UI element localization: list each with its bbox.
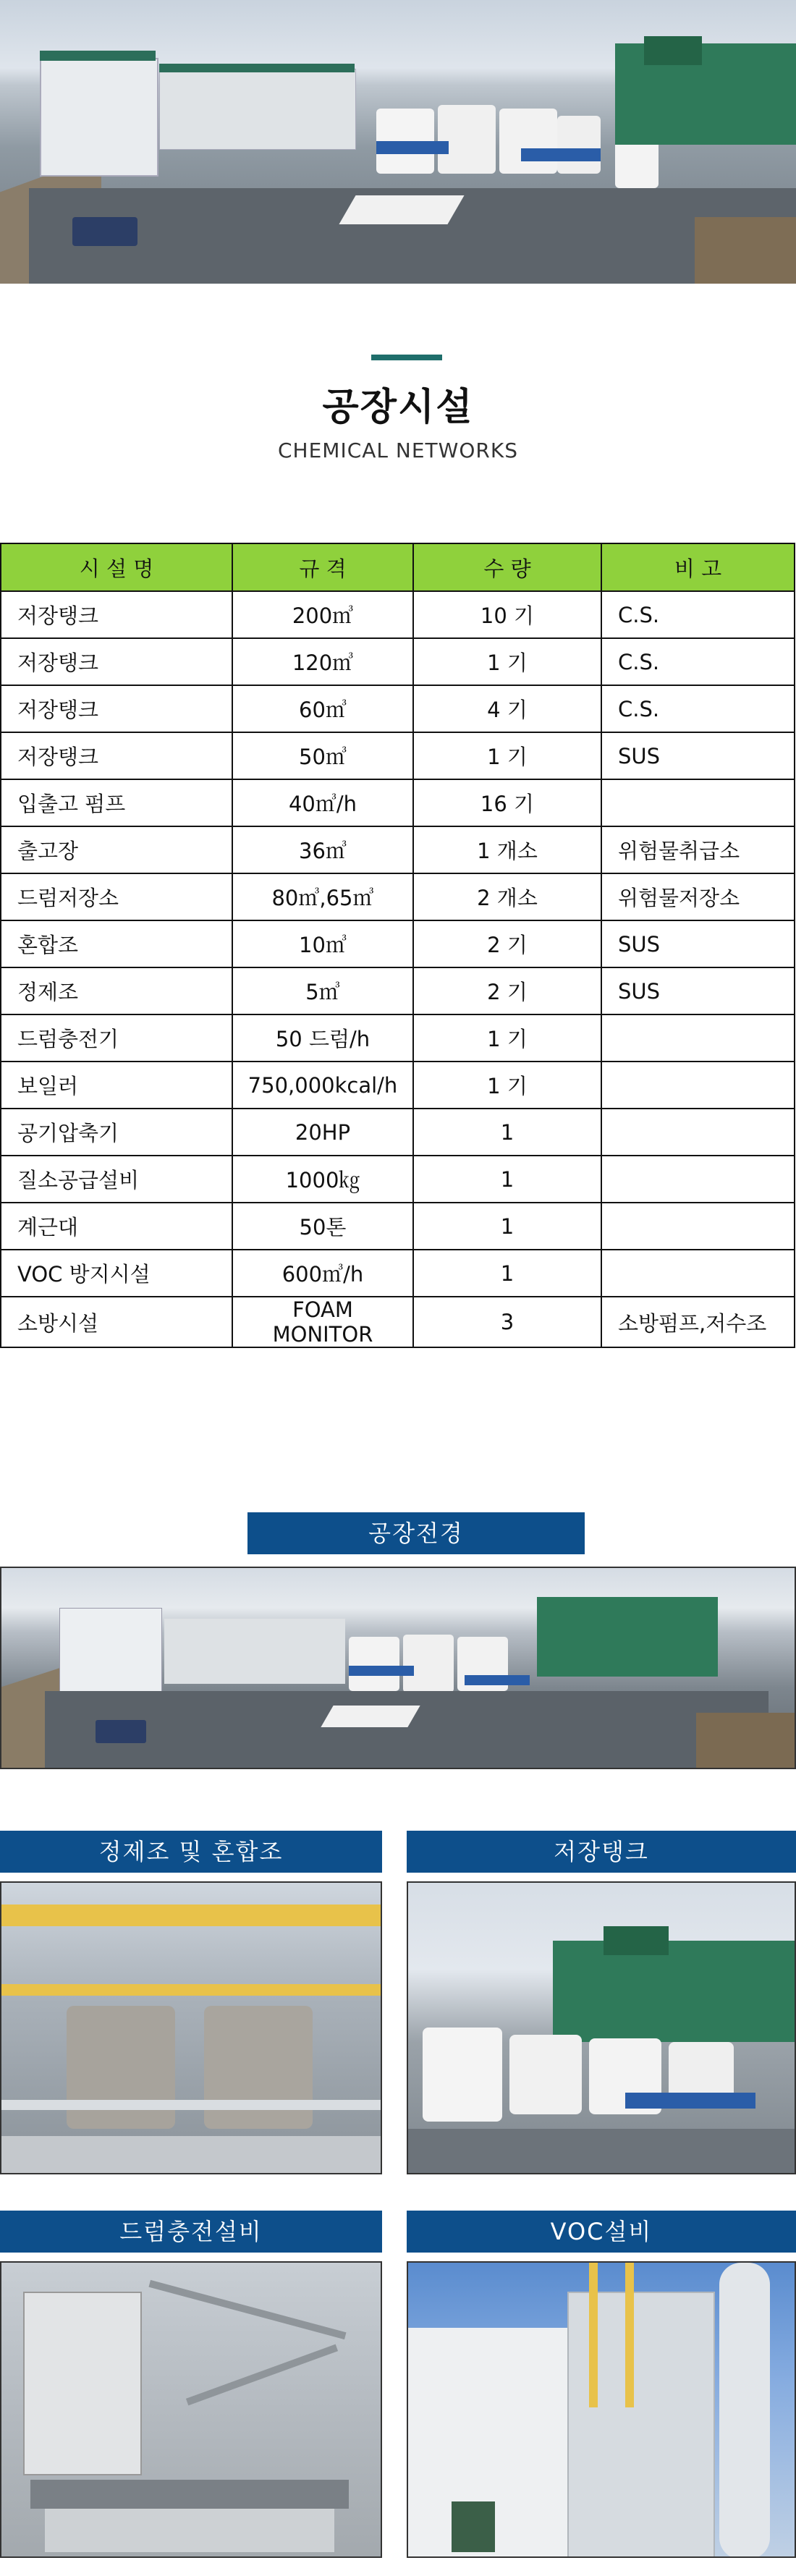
cell-name: 드럼저장소 <box>1 873 232 920</box>
cell-qty: 1 <box>413 1156 601 1203</box>
cell-name: 저장탱크 <box>1 732 232 779</box>
cell-note: C.S. <box>601 591 795 638</box>
cell-qty: 3 <box>413 1297 601 1347</box>
cell-note: 위험물저장소 <box>601 873 795 920</box>
table-row <box>1 920 795 967</box>
header-cell-qty: 수 량 <box>413 543 601 591</box>
cell-spec: 50㎥ <box>232 732 413 779</box>
cell-spec: 120㎥ <box>232 638 413 685</box>
cell-name: VOC 방지시설 <box>1 1250 232 1297</box>
cell-name: 보일러 <box>1 1062 232 1109</box>
cell-name: 저장탱크 <box>1 591 232 638</box>
cell-spec: 1000㎏ <box>232 1156 413 1203</box>
table-row <box>1 779 795 826</box>
cell-qty: 2 개소 <box>413 873 601 920</box>
cell-name: 드럼충전기 <box>1 1014 232 1062</box>
panorama-photo <box>0 1567 796 1769</box>
table-row <box>1 1250 795 1297</box>
cell-spec: 5㎥ <box>232 967 413 1014</box>
table-row <box>1 1203 795 1250</box>
cell-spec: 40㎥/h <box>232 779 413 826</box>
header-cell-spec: 규 격 <box>232 543 413 591</box>
cell-spec: 600㎥/h <box>232 1250 413 1297</box>
cell-qty: 1 개소 <box>413 826 601 873</box>
cell-name: 질소공급설비 <box>1 1156 232 1203</box>
cell-spec: 60㎥ <box>232 685 413 732</box>
cell-note: SUS <box>601 967 795 1014</box>
cell-note <box>601 1203 795 1250</box>
table-row <box>1 1014 795 1062</box>
cell-qty: 1 기 <box>413 1062 601 1109</box>
cell-spec-line: MONITOR <box>272 1322 373 1347</box>
table-row <box>1 638 795 685</box>
cell-note <box>601 1250 795 1297</box>
voc-equipment-photo <box>407 2261 796 2558</box>
cell-qty: 2 기 <box>413 967 601 1014</box>
table-header-row <box>1 543 795 591</box>
cell-name: 혼합조 <box>1 920 232 967</box>
cell-spec-line: FOAM <box>292 1297 353 1322</box>
section-label-drum: 드럼충전설비 <box>0 2211 382 2253</box>
cell-name: 소방시설 <box>1 1297 232 1347</box>
cell-qty: 10 기 <box>413 591 601 638</box>
cell-note: C.S. <box>601 685 795 732</box>
cell-spec: 20HP <box>232 1109 413 1156</box>
table-row <box>1 591 795 638</box>
cell-spec: 50톤 <box>232 1203 413 1250</box>
header-cell-name: 시 설 명 <box>1 543 232 591</box>
cell-name: 입출고 펌프 <box>1 779 232 826</box>
table-row <box>1 685 795 732</box>
table-row <box>1 1062 795 1109</box>
cell-name: 출고장 <box>1 826 232 873</box>
cell-name: 저장탱크 <box>1 638 232 685</box>
cell-spec: 750,000kcal/h <box>232 1062 413 1109</box>
facility-table <box>0 543 795 1348</box>
cell-spec: 36㎥ <box>232 826 413 873</box>
cell-qty: 4 기 <box>413 685 601 732</box>
table-row <box>1 873 795 920</box>
cell-note <box>601 1062 795 1109</box>
cell-note <box>601 1109 795 1156</box>
cell-qty: 16 기 <box>413 779 601 826</box>
cell-note: C.S. <box>601 638 795 685</box>
cell-spec: 80㎥,65㎥ <box>232 873 413 920</box>
cell-qty: 1 <box>413 1250 601 1297</box>
section-label-voc: VOC설비 <box>407 2211 796 2253</box>
hero-panorama-photo <box>0 0 796 284</box>
section-label-refinery: 정제조 및 혼합조 <box>0 1831 382 1873</box>
table-row <box>1 1297 795 1347</box>
section-label-panorama: 공장전경 <box>247 1512 585 1554</box>
cell-name: 저장탱크 <box>1 685 232 732</box>
cell-name: 공기압축기 <box>1 1109 232 1156</box>
section-label-storage: 저장탱크 <box>407 1831 796 1873</box>
page-title: 공장시설 <box>322 386 474 429</box>
cell-note: SUS <box>601 920 795 967</box>
cell-qty: 1 <box>413 1109 601 1156</box>
table-row <box>1 826 795 873</box>
cell-name: 정제조 <box>1 967 232 1014</box>
table-row <box>1 732 795 779</box>
cell-spec: 10㎥ <box>232 920 413 967</box>
table-row <box>1 1109 795 1156</box>
cell-qty: 2 기 <box>413 920 601 967</box>
cell-note <box>601 1156 795 1203</box>
refinery-photo <box>0 1881 382 2174</box>
page-subtitle: CHEMICAL NETWORKS <box>278 438 518 462</box>
header-cell-note: 비 고 <box>601 543 795 591</box>
table-row <box>1 1156 795 1203</box>
cell-note <box>601 1014 795 1062</box>
cell-spec: 200㎥ <box>232 591 413 638</box>
table-row <box>1 967 795 1014</box>
storage-tank-photo <box>407 1881 796 2174</box>
cell-qty: 1 기 <box>413 1014 601 1062</box>
cell-note <box>601 779 795 826</box>
cell-note: 위험물취급소 <box>601 826 795 873</box>
cell-qty: 1 기 <box>413 638 601 685</box>
cell-qty: 1 기 <box>413 732 601 779</box>
cell-spec: 50 드럼/h <box>232 1014 413 1062</box>
title-accent-bar <box>371 355 442 360</box>
cell-note: SUS <box>601 732 795 779</box>
drum-filling-photo <box>0 2261 382 2558</box>
cell-note: 소방펌프,저수조 <box>601 1297 795 1347</box>
cell-qty: 1 <box>413 1203 601 1250</box>
cell-spec <box>232 1297 413 1347</box>
cell-name: 계근대 <box>1 1203 232 1250</box>
